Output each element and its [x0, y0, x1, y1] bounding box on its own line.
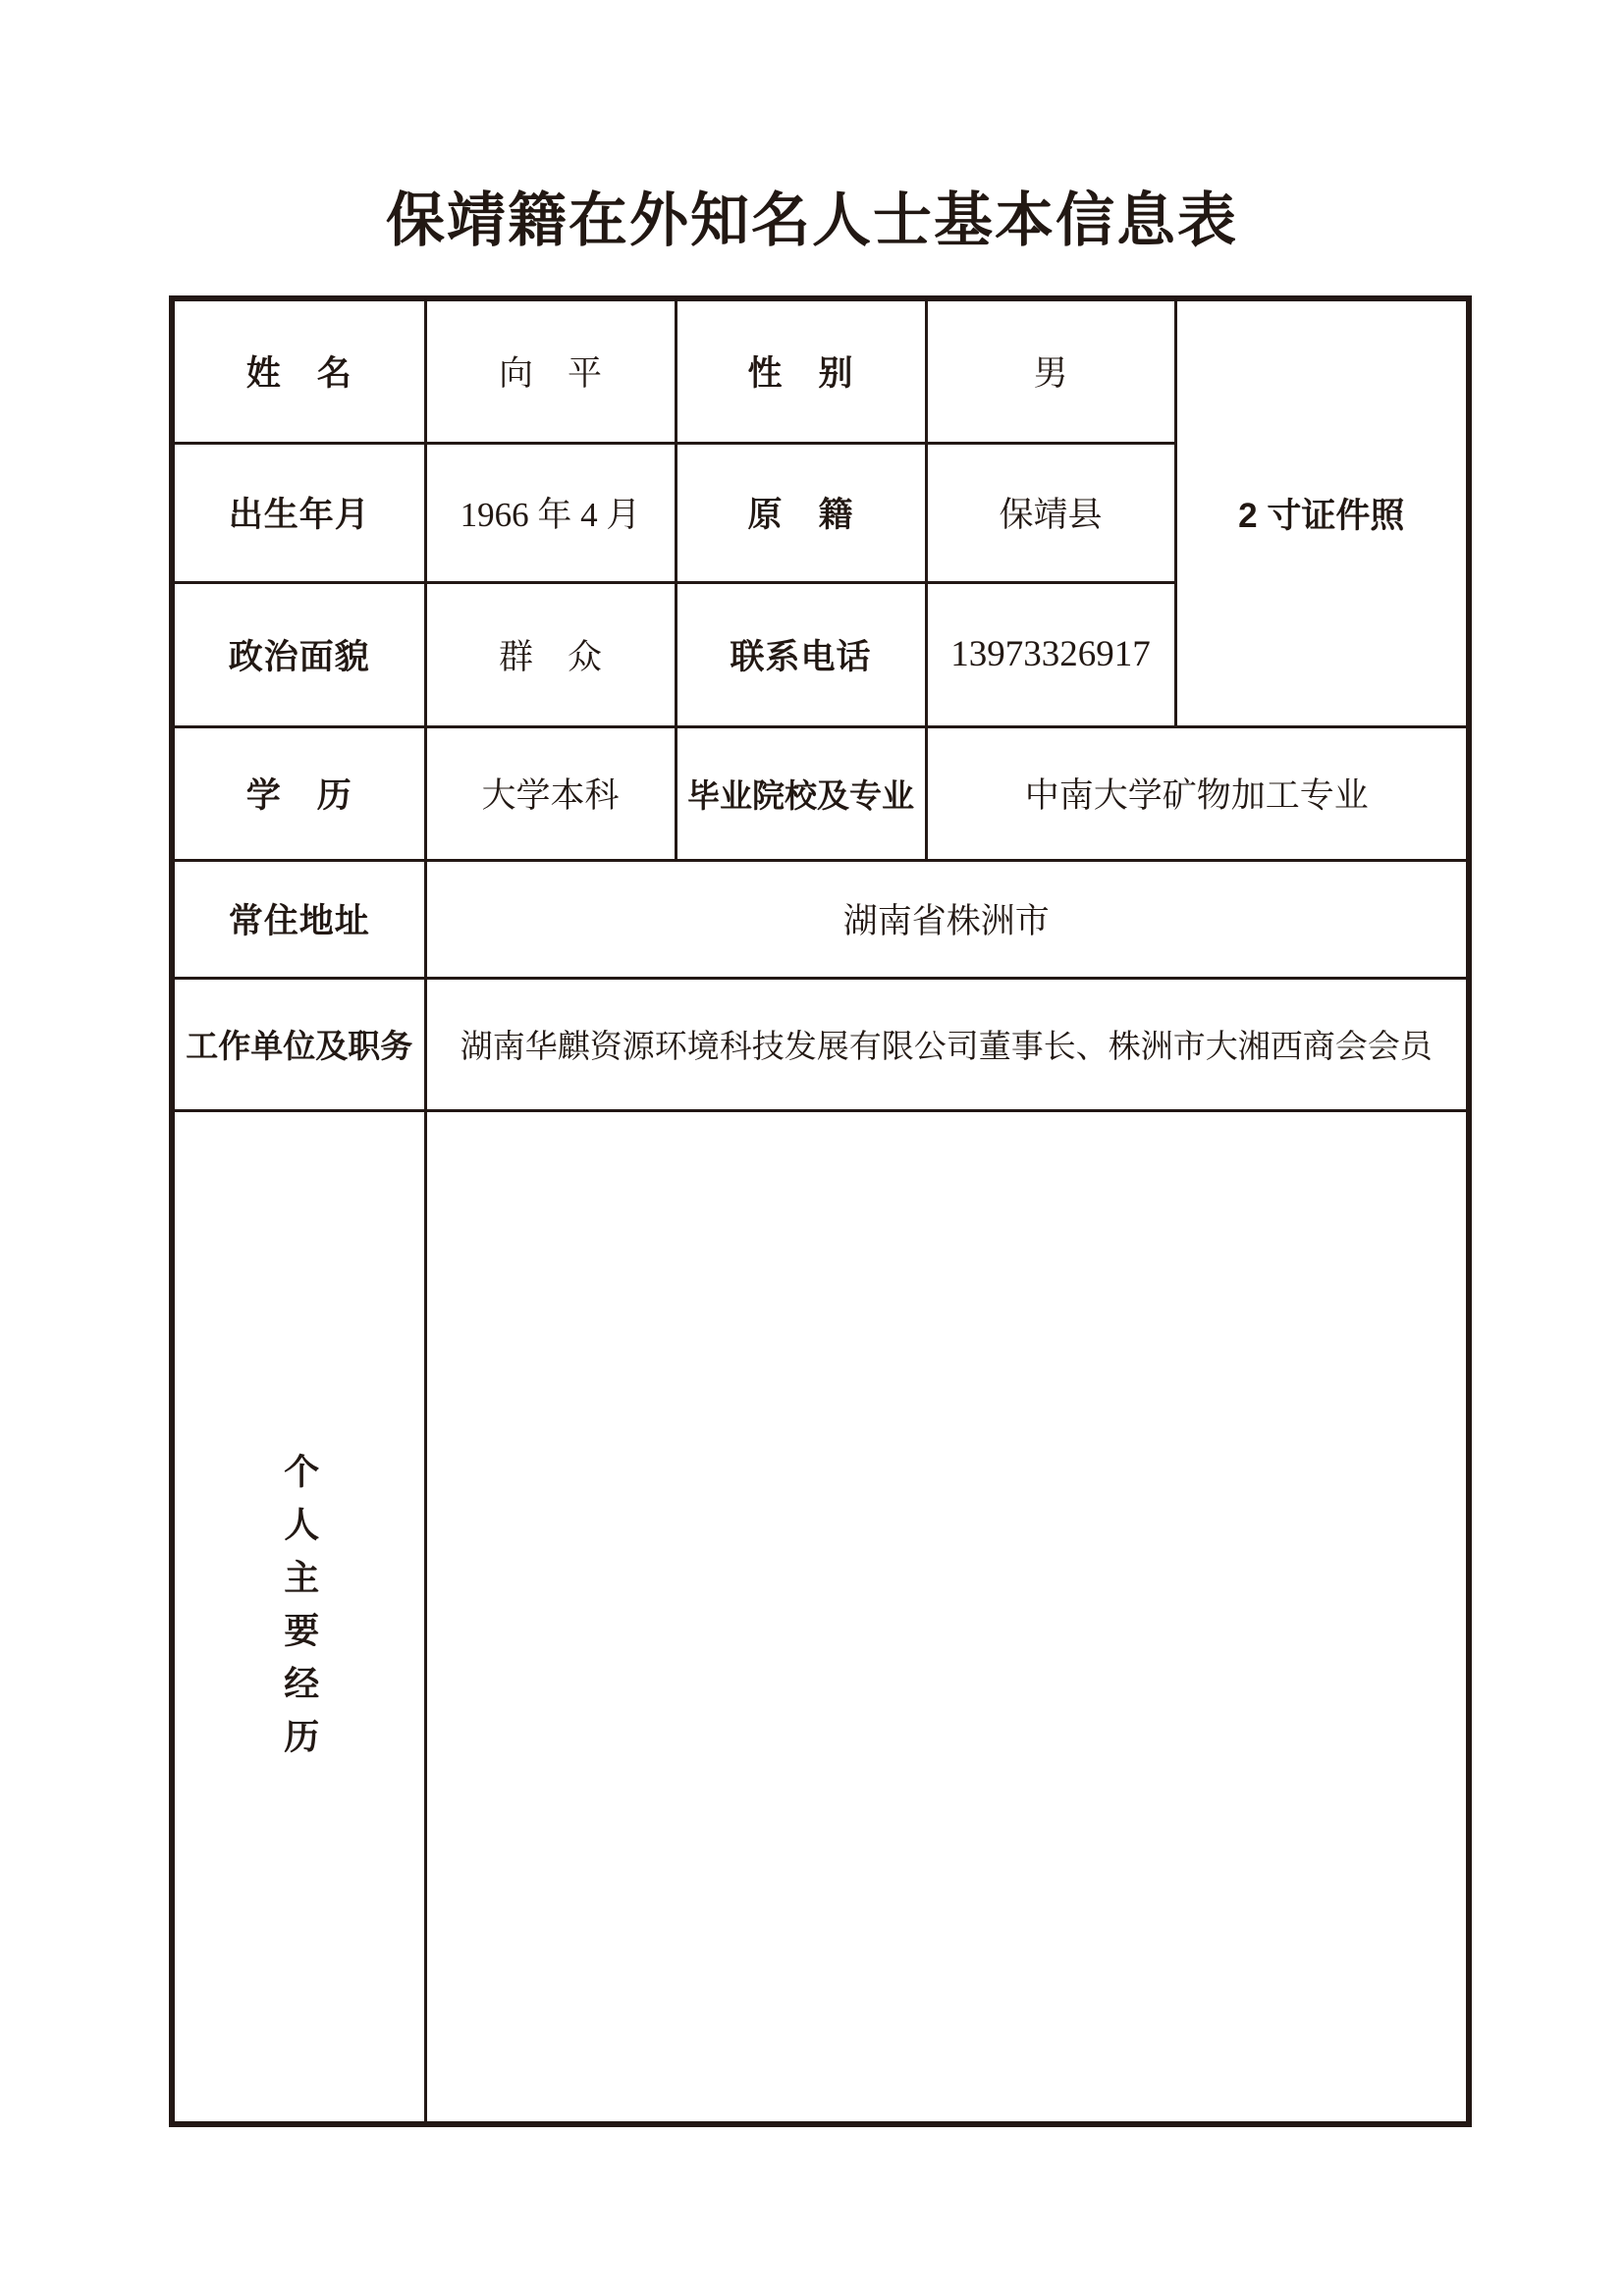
education-value: 大学本科 [425, 726, 676, 860]
gender-label: 性 别 [676, 298, 926, 443]
page-title: 保靖籍在外知名人士基本信息表 [386, 188, 1238, 253]
address-label: 常住地址 [172, 860, 425, 978]
origin-label: 原 籍 [676, 443, 926, 582]
experience-label: 个人主要经历 [279, 1453, 320, 1772]
school-label: 毕业院校及专业 [676, 726, 926, 860]
education-label: 学 历 [172, 726, 425, 860]
origin-value: 保靖县 [926, 443, 1175, 582]
row-address [172, 860, 1469, 978]
experience-label-cell [172, 1110, 425, 2124]
political-label: 政治面貌 [172, 582, 425, 726]
row-name-gender [172, 298, 1469, 443]
row-education-school [172, 726, 1469, 860]
info-table [169, 295, 1472, 2127]
gender-value: 男 [926, 298, 1175, 443]
name-label: 姓 名 [172, 298, 425, 443]
address-value: 湖南省株洲市 [425, 860, 1469, 978]
school-value: 中南大学矿物加工专业 [926, 726, 1469, 860]
work-label: 工作单位及职务 [172, 978, 425, 1110]
birth-label: 出生年月 [172, 443, 425, 582]
birth-value: 1966 年 4 月 [425, 443, 676, 582]
phone-value: 13973326917 [926, 582, 1175, 726]
phone-label: 联系电话 [676, 582, 926, 726]
name-value: 向 平 [425, 298, 676, 443]
photo-placeholder: 2 寸证件照 [1175, 298, 1469, 726]
row-work [172, 978, 1469, 1110]
row-experience [172, 1110, 1469, 2124]
political-value: 群 众 [425, 582, 676, 726]
experience-content [425, 1110, 1469, 2124]
work-value: 湖南华麒资源环境科技发展有限公司董事长、株洲市大湘西商会会员 [425, 978, 1469, 1110]
